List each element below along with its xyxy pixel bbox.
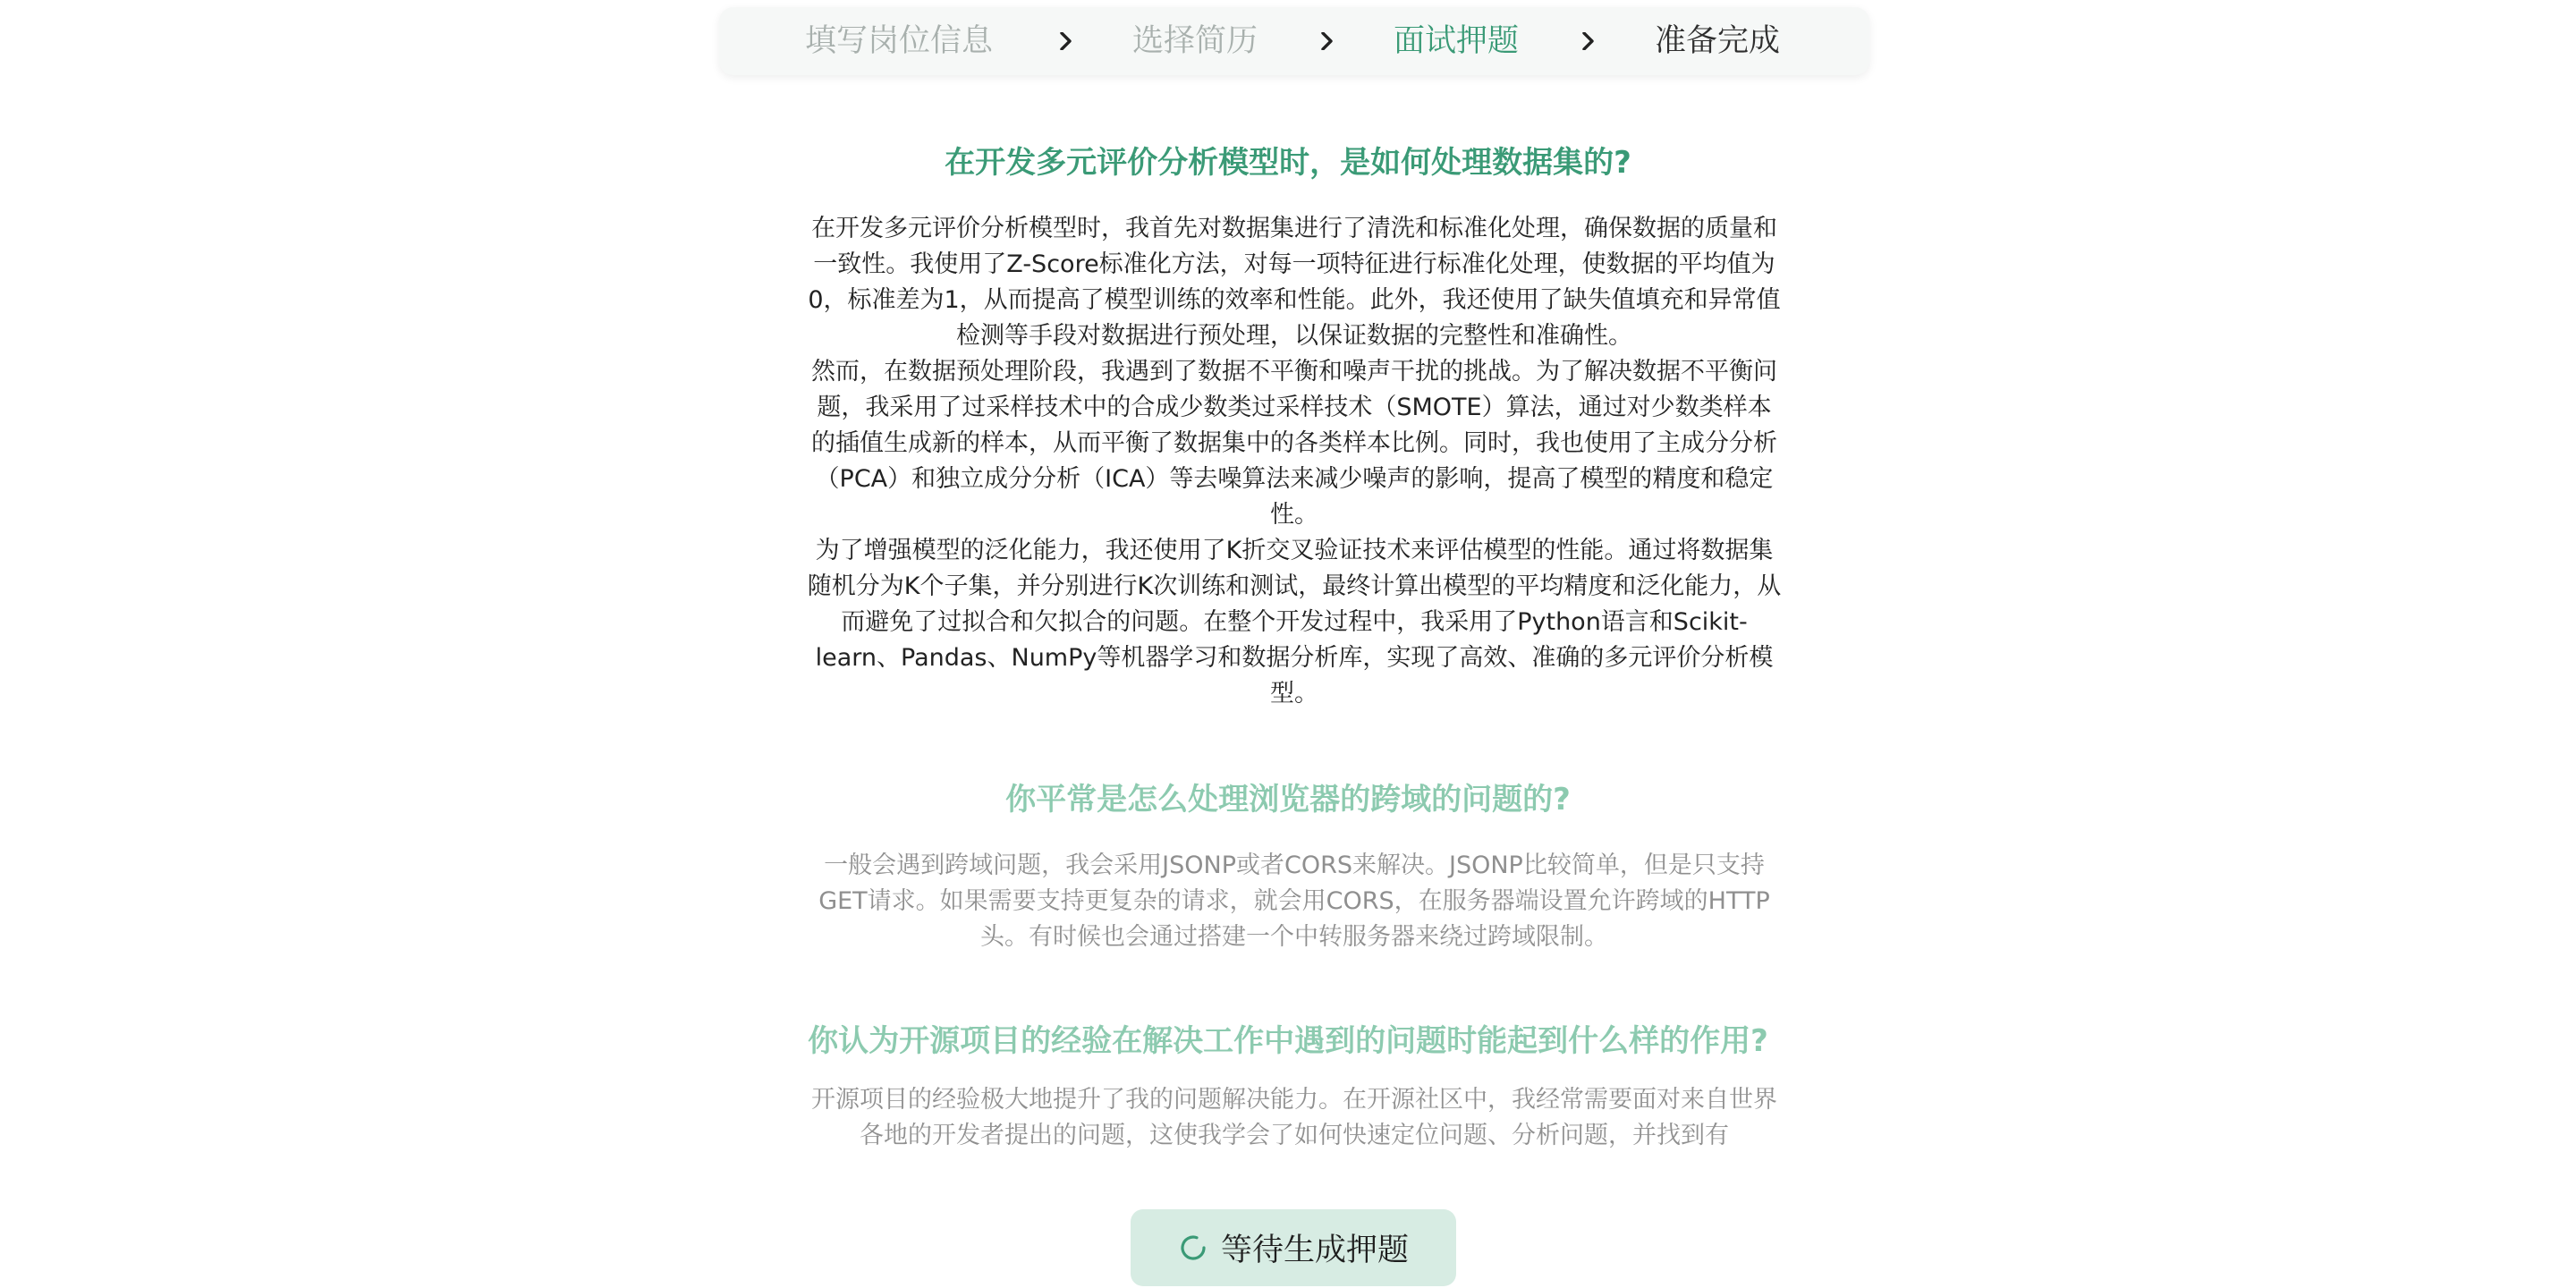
chevron-right-icon [1580, 32, 1597, 50]
progress-stepper [719, 7, 1869, 75]
answer-clip-region [807, 1082, 1782, 1156]
step-interview-questions[interactable]: 面试押题 [1394, 23, 1520, 59]
answer-paragraph: 在开发多元评价分析模型时，我首先对数据集进行了清洗和标准化处理，确保数据的质量和一致性。我使用了Z-Score标准化方法，对每一项特征进行标准化处理，使数据的平均值为0，标准差为1，从而提高了模型训练的效率和性能。此外，我还使用了缺失值填充和异常值检测等手段对数据进行预处理，以保证数据的完整性和准确性。 [808, 215, 1781, 350]
chevron-right-icon [1057, 32, 1075, 50]
chevron-right-icon [1318, 32, 1336, 50]
loading-spinner-icon [1178, 1233, 1208, 1263]
answer-paragraph: 一般会遇到跨域问题，我会采用JSONP或者CORS来解决。JSONP比较简单，但是只支持GET请求。如果需要支持更复杂的请求，就会用CORS，在服务器端设置允许跨域的HTTP头。有时候也会通过搭建一个中转服务器来绕过跨域限制。 [818, 852, 1770, 951]
answer-text [807, 848, 1782, 955]
answer-text [807, 1082, 1782, 1154]
wait-generate-button[interactable] [1131, 1209, 1456, 1286]
answer-paragraph: 为了增强模型的泛化能力，我还使用了K折交叉验证技术来评估模型的性能。通过将数据集随机分为K个子集，并分别进行K次训练和测试，最终计算出模型的平均精度和泛化能力，从而避免了过拟合和欠拟合的问题。在整个开发过程中，我采用了Python语言和Scikit-learn、Pandas、NumPy等机器学习和数据分析库，实现了高效、准确的多元评价分析模型。 [807, 537, 1782, 708]
answer-paragraph: 然而，在数据预处理阶段，我遇到了数据不平衡和噪声干扰的挑战。为了解决数据不平衡问题，我采用了过采样技术中的合成少数类过采样技术（SMOTE）算法，通过对少数类样本的插值生成新的样本，从而平衡了数据集中的各类样本比例。同时，我也使用了主成分分析（PCA）和独立成分分析（ICA）等去噪算法来减少噪声的影响，提高了模型的精度和稳定性。 [811, 358, 1777, 529]
question-title: 你平常是怎么处理浏览器的跨域的问题的? [1005, 782, 1571, 818]
question-title: 在开发多元评价分析模型时，是如何处理数据集的? [945, 145, 1631, 181]
step-fill-job-info[interactable]: 填写岗位信息 [805, 23, 994, 59]
step-select-resume[interactable]: 选择简历 [1132, 23, 1258, 59]
question-title: 你认为开源项目的经验在解决工作中遇到的问题时能起到什么样的作用? [808, 1023, 1768, 1059]
wait-button-label: 等待生成押题 [1220, 1233, 1409, 1268]
step-ready: 准备完成 [1655, 23, 1781, 59]
answer-paragraph: 开源项目的经验极大地提升了我的问题解决能力。在开源社区中，我经常需要面对来自世界各地的开发者提出的问题，这使我学会了如何快速定位问题、分析问题，并找到有 [811, 1086, 1777, 1149]
answer-text [807, 211, 1782, 712]
